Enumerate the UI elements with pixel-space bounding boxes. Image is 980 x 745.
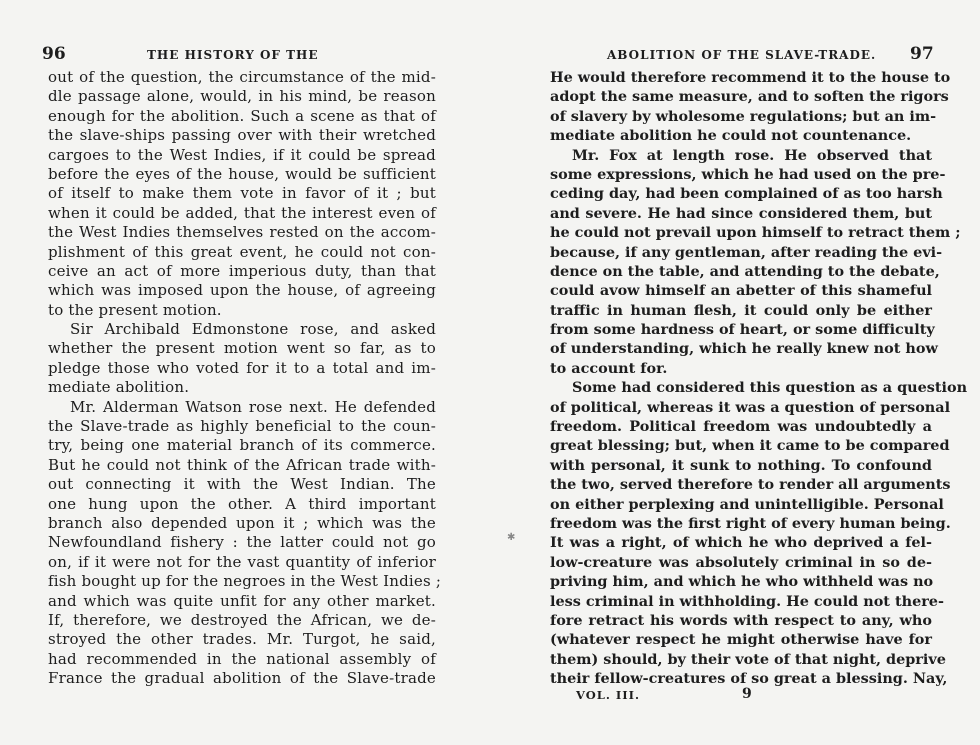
left-text-block (48, 68, 442, 689)
text-line: mediate abolition. (48, 378, 190, 397)
text-line: If, therefore, we destroyed the African, we de- (48, 610, 436, 629)
text-line: traffic in human flesh, it could only be either (550, 301, 932, 319)
text-line: Some had considered this question as a question (572, 379, 968, 397)
text-line: Newfoundland fishery : the latter could not go (48, 533, 436, 552)
text-line: try, being one material branch of its commerce. (48, 436, 436, 455)
right-page (490, 0, 980, 745)
footer-signature: 9 (742, 686, 752, 702)
text-line: he could not prevail upon himself to retract them ; (550, 224, 961, 242)
text-line: plishment of this great event, he could not con- (48, 242, 436, 261)
text-line: stroyed the other trades. Mr. Turgot, he said, (48, 630, 436, 649)
text-line: ceive an act of more imperious duty, than that (48, 261, 436, 280)
text-line: to the present motion. (48, 300, 222, 319)
text-line: low-creature was absolutely criminal in so de- (550, 553, 932, 571)
text-line: the West Indies themselves rested on the accom- (48, 223, 436, 242)
text-line: and severe. He had since considered them, but (550, 204, 932, 222)
text-line: freedom was the first right of every human being. (550, 514, 951, 532)
text-line: on, if it were not for the vast quantity of inferior (48, 552, 436, 571)
text-line: adopt the same measure, and to soften the rigors (550, 88, 949, 106)
text-line: of understanding, which he really knew not how (550, 340, 938, 358)
text-line: enough for the abolition. Such a scene as that of (48, 106, 436, 125)
text-line: could avow himself an abetter of this shameful (550, 282, 932, 300)
text-line: from some hardness of heart, or some difficulty (550, 321, 935, 339)
text-line: one hung upon the other. A third important (48, 494, 436, 513)
text-line: which was imposed upon the house, of agreeing (48, 281, 436, 300)
text-line: their fellow-creatures of so great a blessing. Nay, (550, 670, 948, 688)
text-line: the slave-ships passing over with their wretched (48, 126, 436, 145)
text-line: of itself to make them vote in favor of it ; but (48, 184, 436, 203)
text-line: (whatever respect he might otherwise have for (550, 631, 932, 649)
text-line: the two, served therefore to render all arguments (550, 476, 951, 494)
text-line: It was a right, of which he who deprived a fel- (550, 534, 932, 552)
text-line: fore retract his words with respect to any, who (550, 611, 932, 629)
text-line: out connecting it with the West Indian. The (48, 475, 436, 494)
text-line: on either perplexing and unintelligible. Personal (550, 495, 944, 513)
right-text-block (550, 68, 968, 689)
text-line: of slavery by wholesome regulations; but an im- (550, 107, 937, 125)
text-line: when it could be added, that the interest even of (48, 203, 436, 222)
text-line: dle passage alone, would, in his mind, be reason (48, 87, 436, 106)
text-line: mediate abolition he could not countenance. (550, 127, 912, 145)
footer-volume: VOL. III. (576, 688, 640, 702)
text-line: cargoes to the West Indies, if it could be spread (48, 145, 436, 164)
text-line: He would therefore recommend it to the house to (550, 69, 951, 86)
text-line: whether the present motion went so far, as to (48, 339, 436, 358)
text-line: Mr. Alderman Watson rose next. He defended (70, 397, 436, 416)
left-running-head: THE HISTORY OF THE (147, 48, 319, 62)
text-line: France the gradual abolition of the Slave-trade (48, 669, 436, 688)
text-line: to account for. (550, 359, 668, 377)
text-line: had recommended in the national assembly of (48, 649, 436, 668)
text-line: dence on the table, and attending to the debate, (550, 262, 940, 280)
text-line: them) should, by their vote of that night, deprive (550, 650, 946, 668)
text-line: Sir Archibald Edmonstone rose, and asked (70, 320, 436, 339)
text-line: less criminal in withholding. He could not there- (550, 592, 944, 610)
text-line: some expressions, which he had used on the pre- (550, 165, 946, 183)
text-line: out of the question, the circumstance of the mid- (48, 68, 436, 86)
text-line: freedom. Political freedom was undoubtedly a (550, 418, 932, 436)
left-page-number: 96 (42, 44, 66, 64)
right-page-number: 97 (910, 44, 934, 64)
text-line: because, if any gentleman, after reading the evi- (550, 243, 943, 261)
gutter-blemish: ✱ (507, 532, 516, 543)
text-line: and which was quite unfit for any other market. (48, 591, 436, 610)
text-line: fish bought up for the negroes in the West Indies ; (48, 572, 442, 591)
text-line: But he could not think of the African trade with- (48, 455, 436, 474)
text-line: of political, whereas it was a question of personal (550, 398, 951, 416)
text-line: pledge those who voted for it to a total and im- (48, 358, 436, 377)
text-line: branch also depended upon it ; which was the (48, 513, 436, 532)
text-line: before the eyes of the house, would be sufficient (48, 164, 436, 183)
text-line: ceding day, had been complained of as too harsh (550, 185, 943, 203)
text-line: the Slave-trade as highly beneficial to the coun- (48, 417, 436, 436)
text-line: great blessing; but, when it came to be compared (550, 437, 950, 455)
text-line: Mr. Fox at length rose. He observed that (572, 146, 932, 164)
right-running-head: ABOLITION OF THE SLAVE-TRADE. (607, 48, 877, 62)
text-line: with personal, it sunk to nothing. To confound (550, 456, 932, 474)
text-line: priving him, and which he who withheld was no (550, 573, 934, 591)
